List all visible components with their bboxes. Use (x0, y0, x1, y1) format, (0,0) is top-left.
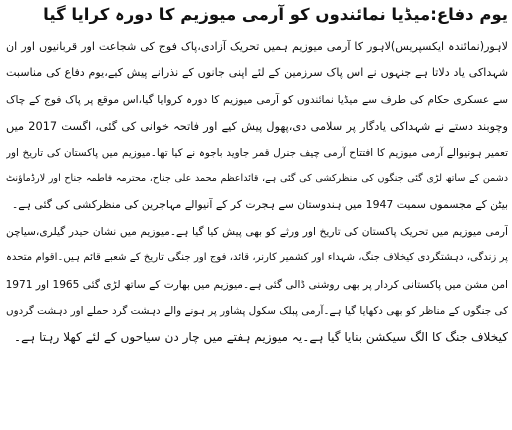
article-line: تعمیر ہونیوالے آرمی میوزیم کا افتتاح آرمی چیف جنرل قمر جاوید باجوہ نے کیا تھا۔میوزیم میں پاکستان کی تاریخ اور (6, 146, 508, 159)
article-line: شہداکی یاد دلاتا ہے جنہوں نے اس پاک سرزمین کے لئے اپنی جانوں کے نذرانے پیش کیے،یوم دفاع کی مناسبت (6, 66, 508, 80)
article-line: سے عسکری حکام کی طرف سے میڈیا نمائندوں کو آرمی میوزیم کا دورہ کروایا گیا،اس موقع پر پاک فوج کے چاک (6, 93, 508, 106)
article-line: وچوبند دستے نے شہداکی یادگار پر سلامی دی،پھول پیش کیے اور فاتحہ خوانی کی گئی، اگست 2017 میں (6, 119, 508, 134)
article-headline: یوم دفاع:میڈیا نمائندوں کو آرمی میوزیم کا دورہ کرایا گیا (43, 5, 508, 24)
article-line: کیخلاف جنگ کا الگ سیکشن بنایا گیا ہے۔یہ میوزیم ہفتے میں چار دن سیاحوں کے لئے کھلا رہتا ہے۔ (13, 330, 508, 345)
article-line: لاہور(نمائندہ ایکسپریس)لاہور کا آرمی میوزیم ہمیں تحریک آزادی،پاک فوج کی شجاعت اور قربانیوں اور ان (6, 40, 508, 53)
article-line: کی جنگوں کے مناظر کو بھی دکھایا گیا ہے۔آرمی پبلک سکول پشاور پر ہونے والے دہشت گرد حملے اور دہشت گردوں (6, 304, 508, 317)
article-line: پر زندگی، دہشتگردی کیخلاف جنگ، شہداء اور کشمیر کارنر، قائد، فوج اور جنگی تاریخ کے شعبے قائم ہیں۔اقوام متحدہ (6, 252, 508, 264)
article-line: بیٹن کے مجسموں سمیت 1947 میں ہندوستان سے ہجرت کر کے آنیوالے مہاجرین کی منظرکشی کی گئی ہے۔ (11, 198, 508, 212)
article-line: دشمن کے ساتھ لڑی گئی جنگوں کی منظرکشی کی گئی ہے، قائداعظم محمد علی جناح، محترمہ فاطمہ جناح اور لارڈماؤنٹ (6, 172, 508, 184)
article-line: امن مشن میں پاکستانی کردار پر بھی روشنی ڈالی گئی ہے۔میوزیم میں بھارت کے ساتھ لڑی گئی 1965 اور 1971 (6, 278, 508, 291)
article-line: آرمی میوزیم میں تحریک پاکستان کی تاریخ اور ورثے کو بھی پیش کیا گیا ہے۔میوزیم میں نشان حیدر گیلری،سیاچن (6, 225, 508, 238)
article-body (6, 34, 508, 351)
